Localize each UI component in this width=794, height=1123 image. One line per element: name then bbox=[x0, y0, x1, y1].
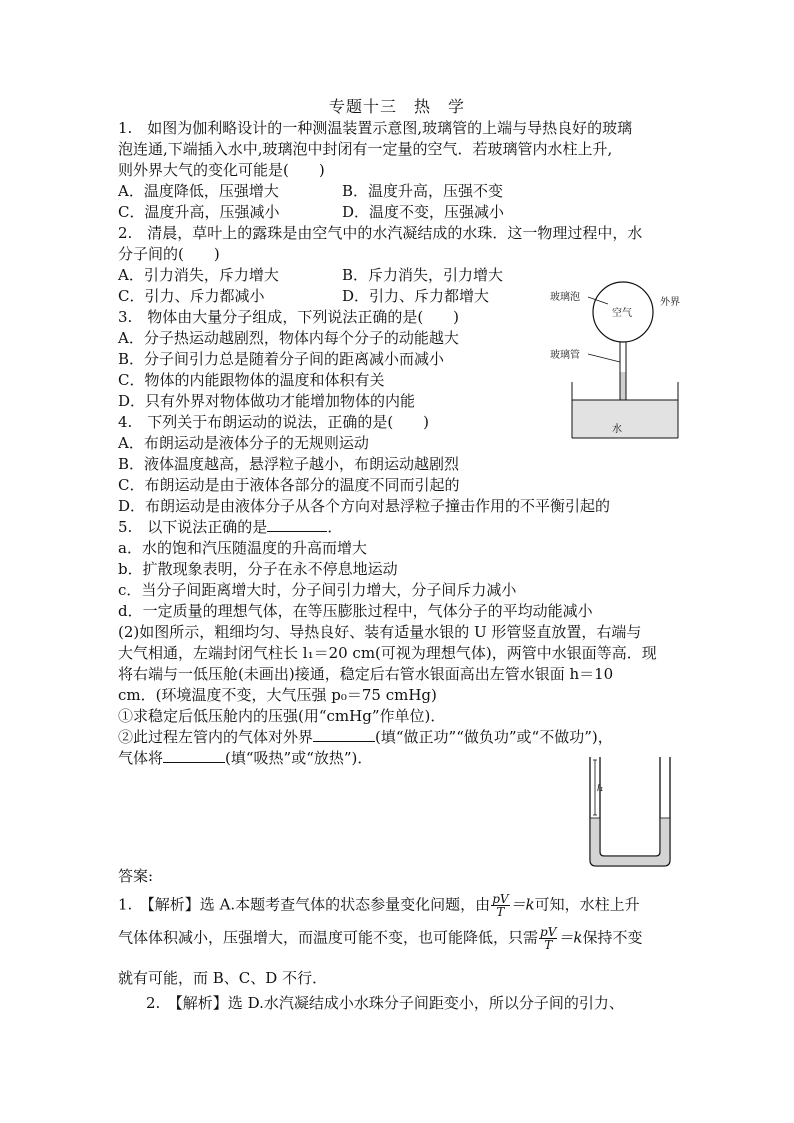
q4-option-a: A．布朗运动是液体分子的无规则运动 bbox=[118, 434, 369, 452]
q1-option-b: B．温度升高，压强不变 bbox=[342, 182, 504, 200]
q5-stem: 5. 以下说法正确的是 bbox=[118, 518, 268, 536]
formula-eq-2: ＝k bbox=[558, 928, 583, 947]
q5-sub2 bbox=[118, 727, 613, 748]
basin-water bbox=[573, 400, 678, 438]
tube-pointer bbox=[588, 354, 620, 362]
thermoscope-figure bbox=[540, 272, 690, 444]
formula-fraction-2 bbox=[539, 926, 557, 951]
q3-line1: 3. 物体由大量分子组成，下列说法正确的是( ) bbox=[118, 308, 460, 326]
q3-option-b: B．分子间引力总是随着分子间的距离减小而减小 bbox=[118, 350, 445, 368]
formula-denominator-2: T bbox=[544, 938, 553, 952]
mercury bbox=[591, 818, 670, 865]
q2-option-a: A．引力消失，斥力增大 bbox=[118, 266, 279, 284]
q1-option-c: C．温度升高，压强减小 bbox=[118, 203, 280, 221]
q5-sub2-text-a: ②此过程左管内的气体对外界 bbox=[118, 728, 314, 746]
q3-option-a: A．分子热运动越剧烈，物体内每个分子的动能越大 bbox=[118, 329, 459, 347]
q1-line2: 泡连通,下端插入水中,玻璃泡中封闭有一定量的空气．若玻璃管内水柱上升, bbox=[118, 140, 613, 158]
answer1-line2 bbox=[118, 926, 642, 951]
q5-sub3-text-a: 气体将 bbox=[118, 749, 164, 767]
formula-numerator-1: pV bbox=[492, 892, 509, 906]
q5-part2-line4: cm．(环境温度不变，大气压强 p₀＝75 cmHg) bbox=[118, 686, 437, 704]
answer2-line1: 2. 【解析】选 D.水汽凝结成小水珠分子间距变小，所以分子间的引力、 bbox=[146, 994, 624, 1012]
q5-sub2-blank bbox=[313, 727, 375, 742]
q2-line2: 分子间的( ) bbox=[118, 245, 220, 263]
q5-answer-blank bbox=[267, 517, 327, 532]
q2-option-c: C．引力、斥力都减小 bbox=[118, 287, 265, 305]
formula-fraction-1 bbox=[491, 893, 509, 918]
answer1-text-c: 气体体积减小，压强增大，而温度可能不变，也可能降低，只需 bbox=[118, 928, 539, 947]
bulb-pointer bbox=[588, 297, 608, 304]
q5-line1: 5. 以下说法正确的是 ． bbox=[118, 518, 343, 536]
q1-line1: 1. 如图为伽利略设计的一种测温装置示意图,玻璃管的上端与导热良好的玻璃 bbox=[118, 119, 633, 137]
q5-part2-line3: 将右端与一低压舱(未画出)接通，稳定后右管水银面高出左管水银面 h＝10 bbox=[118, 665, 614, 683]
q2-line1: 2. 清晨，草叶上的露珠是由空气中的水汽凝结成的水珠．这一物理过程中，水 bbox=[118, 224, 643, 242]
formula-numerator-2: pV bbox=[540, 925, 557, 939]
q5-option-d: d．一定质量的理想气体，在等压膨胀过程中，气体分子的平均动能减小 bbox=[118, 602, 593, 620]
q4-option-c: C．布朗运动是由于液体各部分的温度不同而引起的 bbox=[118, 476, 460, 494]
q1-option-d: D．温度不变，压强减小 bbox=[342, 203, 505, 221]
q3-option-d: D．只有外界对物体做功才能增加物体的内能 bbox=[118, 392, 416, 410]
label-outside: 外界 bbox=[660, 297, 680, 308]
u-tube-outer bbox=[590, 757, 670, 866]
formula-eq-1: ＝k bbox=[510, 895, 535, 914]
q5-sub2-text-b: (填“做正功”“做负功”或“不做功”)， bbox=[375, 728, 613, 746]
q5-sub3-text-b: (填“吸热”或“放热”)． bbox=[225, 749, 373, 767]
q5-option-c: c．当分子间距离增大时，分子间引力增大，分子间斥力减小 bbox=[118, 581, 517, 599]
q5-part2-line2: 大气相通，左端封闭气柱长 l₁＝20 cm(可视为理想气体)，两管中水银面等高．现 bbox=[118, 644, 657, 662]
q4-option-d: D．布朗运动是由液体分子从各个方向对悬浮粒子撞击作用的不平衡引起的 bbox=[118, 497, 611, 515]
q4-option-b: B．液体温度越高，悬浮粒子越小，布朗运动越剧烈 bbox=[118, 455, 460, 473]
q2-option-b: B．斥力消失，引力增大 bbox=[342, 266, 504, 284]
q5-sub3 bbox=[118, 748, 372, 769]
q1-option-a: A．温度降低，压强增大 bbox=[118, 182, 279, 200]
q2-option-d: D．引力、斥力都增大 bbox=[342, 287, 490, 305]
answer1-line3: 就有可能，而 B、C、D 不行． bbox=[118, 969, 328, 987]
u-tube-figure bbox=[585, 755, 675, 870]
q5-option-a: a．水的饱和汽压随温度的升高而增大 bbox=[118, 539, 367, 557]
answer1-text-b: 可知，水柱上升 bbox=[534, 895, 640, 914]
formula-denominator-1: T bbox=[496, 905, 505, 919]
answer1-line1 bbox=[118, 893, 640, 918]
label-glass-tube: 玻璃管 bbox=[550, 350, 580, 361]
answer1-text-a: 1. 【解析】选 A.本题考查气体的状态参量变化问题，由 bbox=[118, 895, 491, 914]
label-air: 空气 bbox=[612, 308, 632, 319]
q4-line1: 4. 下列关于布朗运动的说法，正确的是( ) bbox=[118, 413, 430, 431]
page-title: 专题十三 热 学 bbox=[328, 97, 465, 116]
u-tube-inner bbox=[600, 757, 660, 856]
label-l1: l₁ bbox=[597, 784, 604, 794]
q1-line3: 则外界大气的变化可能是( ) bbox=[118, 161, 325, 179]
q5-option-b: b．扩散现象表明，分子在永不停息地运动 bbox=[118, 560, 398, 578]
label-glass-bulb: 玻璃泡 bbox=[550, 292, 580, 303]
q5-part2-line1: (2)如图所示，粗细均匀、导热良好、装有适量水银的 U 形管竖直放置，右端与 bbox=[118, 623, 642, 641]
q5-sub3-blank bbox=[163, 748, 225, 763]
q5-sub1: ①求稳定后低压舱内的压强(用“cmHg”作单位)． bbox=[118, 707, 446, 725]
answers-heading: 答案: bbox=[118, 867, 154, 885]
q3-option-c: C．物体的内能跟物体的温度和体积有关 bbox=[118, 371, 385, 389]
label-water: 水 bbox=[612, 424, 622, 435]
answer1-text-d: 保持不变 bbox=[582, 928, 643, 947]
